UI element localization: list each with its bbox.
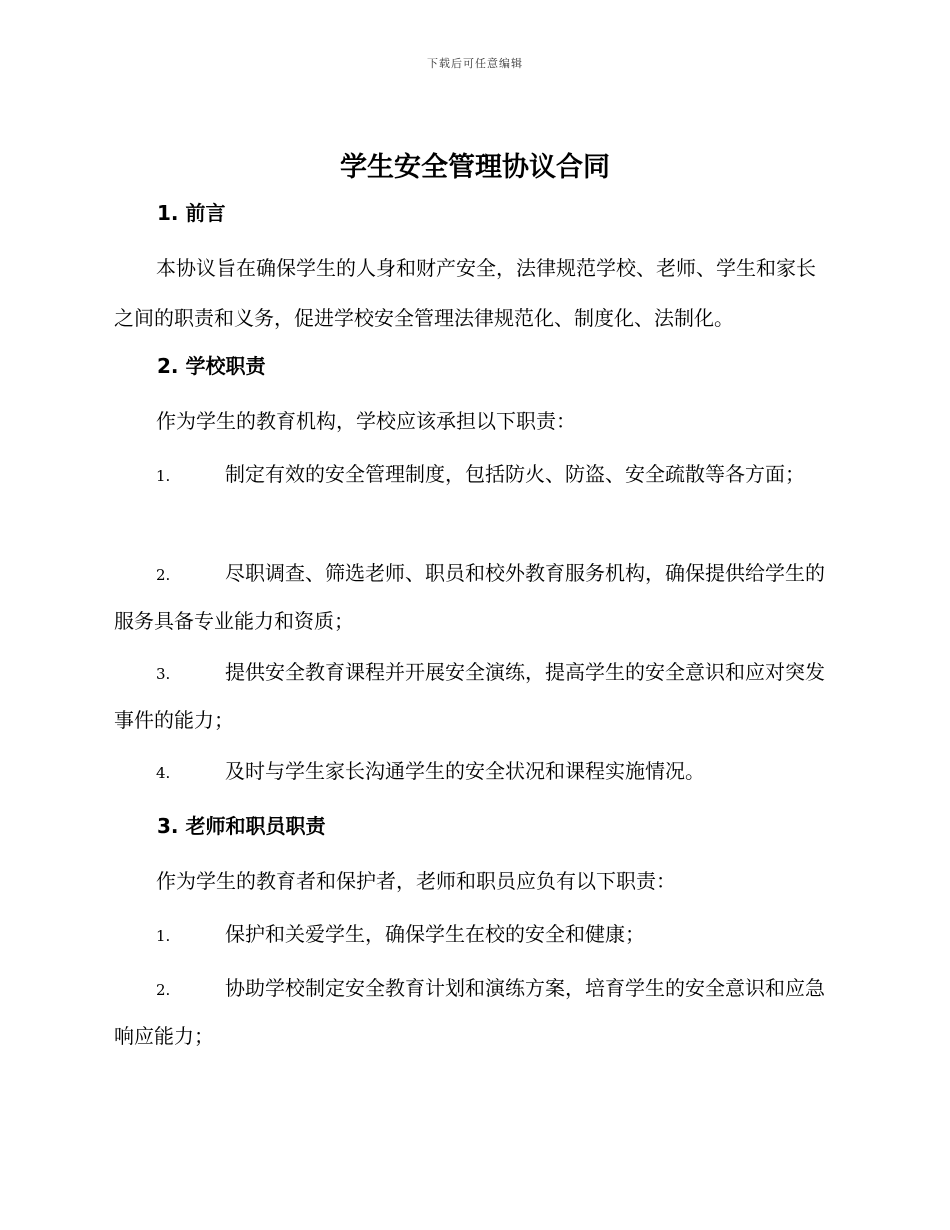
section-heading-preface: 1. 前言 — [157, 201, 226, 225]
list-number: 2. — [156, 566, 171, 584]
school-duties-intro: 作为学生的教育机构，学校应该承担以下职责： — [156, 409, 576, 433]
list-item — [114, 748, 834, 796]
list-number: 3. — [156, 665, 171, 683]
list-text: 尽职调查、筛选老师、职员和校外教育服务机构，确保提供给学生的服务具备专业能力和资质； — [114, 561, 825, 633]
section-heading-teacher-duties: 3. 老师和职员职责 — [157, 814, 326, 838]
list-text: 协助学校制定安全教育计划和演练方案，培育学生的安全意识和应急响应能力； — [114, 976, 825, 1048]
list-number: 1. — [156, 927, 171, 945]
document-title: 学生安全管理协议合同 — [340, 152, 610, 183]
list-text: 提供安全教育课程并开展安全演练，提高学生的安全意识和应对突发事件的能力； — [114, 660, 825, 732]
teacher-duties-intro: 作为学生的教育者和保护者，老师和职员应负有以下职责： — [156, 869, 676, 893]
section-heading-school-duties: 2. 学校职责 — [157, 354, 266, 378]
list-item — [114, 451, 834, 499]
list-item — [114, 911, 834, 959]
header-note: 下载后可任意编辑 — [427, 57, 523, 70]
list-text: 保护和关爱学生，确保学生在校的安全和健康； — [225, 922, 645, 946]
list-number: 4. — [156, 764, 171, 782]
list-text: 及时与学生家长沟通学生的安全状况和课程实施情况。 — [225, 759, 705, 783]
preface-paragraph: 本协议旨在确保学生的人身和财产安全，法律规范学校、老师、学生和家长之间的职责和义务，促进学校安全管理法律规范化、制度化、法制化。 — [114, 256, 816, 330]
list-item — [114, 965, 834, 1059]
list-item — [114, 550, 834, 644]
list-text: 制定有效的安全管理制度，包括防火、防盗、安全疏散等各方面； — [225, 462, 805, 486]
list-item — [114, 649, 834, 743]
list-number: 1. — [156, 467, 171, 485]
list-number: 2. — [156, 981, 171, 999]
